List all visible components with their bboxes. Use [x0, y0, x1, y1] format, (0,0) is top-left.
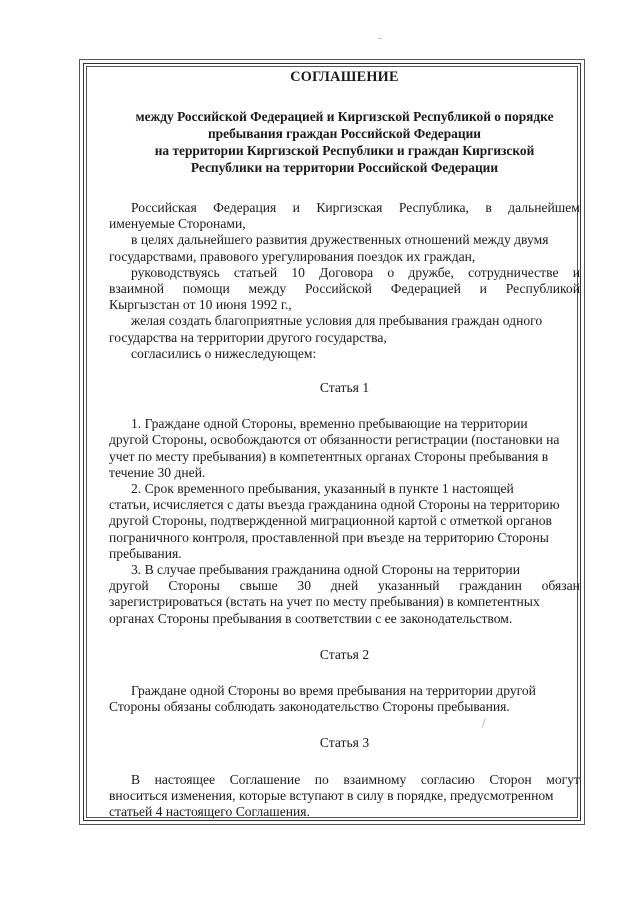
word: указанный — [377, 578, 440, 594]
subtitle-line: пребывания граждан Российской Федерации — [207, 126, 482, 141]
preamble-p3-line3: Кыргызстан от 10 июня 1992 г., — [109, 297, 292, 313]
word: Федерация — [213, 200, 277, 215]
word: статьей — [233, 264, 278, 280]
a3-line2: вноситься изменения, которые вступают в силу в порядке, предусмотренном — [109, 787, 554, 803]
word: Российской — [304, 281, 372, 297]
a3-line1 — [109, 772, 580, 788]
a1-item2-line: статьи, исчисляется с даты въезда гражданина одной Стороны на территорию — [109, 497, 560, 513]
a1-item2-line: 2. Срок временного пребывания, указанный в пункте 1 настоящей — [131, 481, 514, 497]
word: Договора — [319, 264, 374, 280]
word: о — [387, 264, 395, 280]
word: настоящее — [154, 771, 216, 787]
word: Сторон — [489, 771, 532, 787]
a1-item1-line: 1. Граждане одной Стороны, временно пребывающие на территории — [131, 416, 528, 432]
document-body — [109, 68, 580, 820]
article-1-heading: Статья 1 — [319, 380, 370, 396]
word: в — [485, 200, 492, 215]
preamble — [109, 200, 580, 362]
preamble-p4-line1: желая создать благоприятные условия для пребывания граждан одного — [131, 313, 543, 329]
a1-item3-line3: зарегистрироваться (встать на учет по месту пребывания) в компетентных — [109, 594, 540, 610]
word: Соглашение — [229, 771, 301, 787]
article-3-heading: Статья 3 — [319, 735, 370, 751]
word: дружбе, — [408, 264, 454, 280]
a1-item3-line1: 3. В случае пребывания гражданина одной Стороны на территории — [131, 562, 520, 578]
word: гражданин — [459, 578, 522, 594]
a1-item2-line: пребывания. — [109, 545, 182, 561]
word: Республикой — [505, 281, 580, 297]
subtitle-line: на территории Киргизской Республики и граждан Киргизской — [154, 143, 535, 158]
a1-item1-line: другой Стороны, освобождаются от обязанности регистрации (постановки на — [109, 432, 560, 448]
word: согласию — [420, 771, 475, 787]
preamble-p2-line1: в целях дальнейшего развития дружественных отношений между двумя — [131, 232, 549, 248]
a2-line2: Стороны обязаны соблюдать законодательство Стороны пребывания. — [109, 699, 510, 715]
word: 30 — [297, 578, 311, 594]
a1-item1-line: учет по месту пребывания) в компетентных органах Стороны пребывания в — [109, 448, 549, 464]
preamble-p3-line1 — [109, 265, 580, 281]
document-subtitle — [109, 108, 580, 176]
word: 10 — [291, 264, 305, 280]
a1-item3-line4: органах Стороны пребывания в соответствии с ее законодательством. — [109, 610, 513, 626]
word: дальнейшем — [508, 200, 580, 215]
scan-speck — [378, 38, 381, 39]
word: Стороны — [168, 578, 220, 594]
word: сотрудничестве — [468, 264, 559, 280]
article-3-body — [109, 772, 580, 821]
preamble-p3-line2 — [109, 281, 580, 297]
a2-line1: Граждане одной Стороны во время пребывания на территории другой — [131, 683, 536, 699]
word: свыше — [239, 578, 278, 594]
subtitle-line: между Российской Федерацией и Киргизской Республикой о порядке — [135, 109, 554, 124]
word: Федерацией — [390, 281, 461, 297]
word: Российская — [131, 200, 197, 215]
preamble-p5: согласились о нижеследующем: — [131, 345, 317, 361]
preamble-p1-line2: именуемые Сторонами, — [109, 216, 246, 232]
word: другой — [109, 578, 149, 594]
article-2-heading: Статья 2 — [319, 646, 370, 662]
article-1-body — [109, 416, 580, 627]
a1-item3-line2 — [109, 578, 580, 594]
word: Республика, — [398, 200, 469, 215]
document-title: СОГЛАШЕНИЕ — [290, 69, 399, 85]
word: Киргизская — [316, 200, 383, 215]
subtitle-line: Республики на территории Российской Федерации — [190, 160, 499, 175]
word: помощи — [182, 281, 230, 297]
a1-item2-line: другой Стороны, подтвержденной миграционной картой с отметкой органов — [109, 513, 552, 529]
preamble-p1-line1 — [109, 200, 580, 216]
word: взаимной — [109, 281, 165, 297]
word: между — [248, 281, 287, 297]
preamble-p4-line2: государства на территории другого государства, — [109, 329, 387, 345]
article-2-body — [109, 683, 580, 715]
word: и — [479, 281, 487, 297]
a1-item2-line: пограничного контроля, проставленной при въезде на территорию Стороны — [109, 529, 549, 545]
word: по — [314, 771, 329, 787]
a1-item1-line: течение 30 дней. — [109, 464, 206, 480]
word: В — [131, 771, 141, 787]
preamble-p2-line2: государствами, правового урегулирования поездок их граждан, — [109, 248, 476, 264]
word: и — [292, 200, 300, 215]
word: и — [572, 264, 580, 280]
a3-line3: статьей 4 настоящего Соглашения. — [109, 804, 310, 820]
word: могут — [546, 771, 580, 787]
word: дней — [330, 578, 359, 594]
word: руководствуясь — [131, 264, 220, 280]
word: взаимному — [343, 771, 407, 787]
word: обязан — [541, 578, 580, 594]
